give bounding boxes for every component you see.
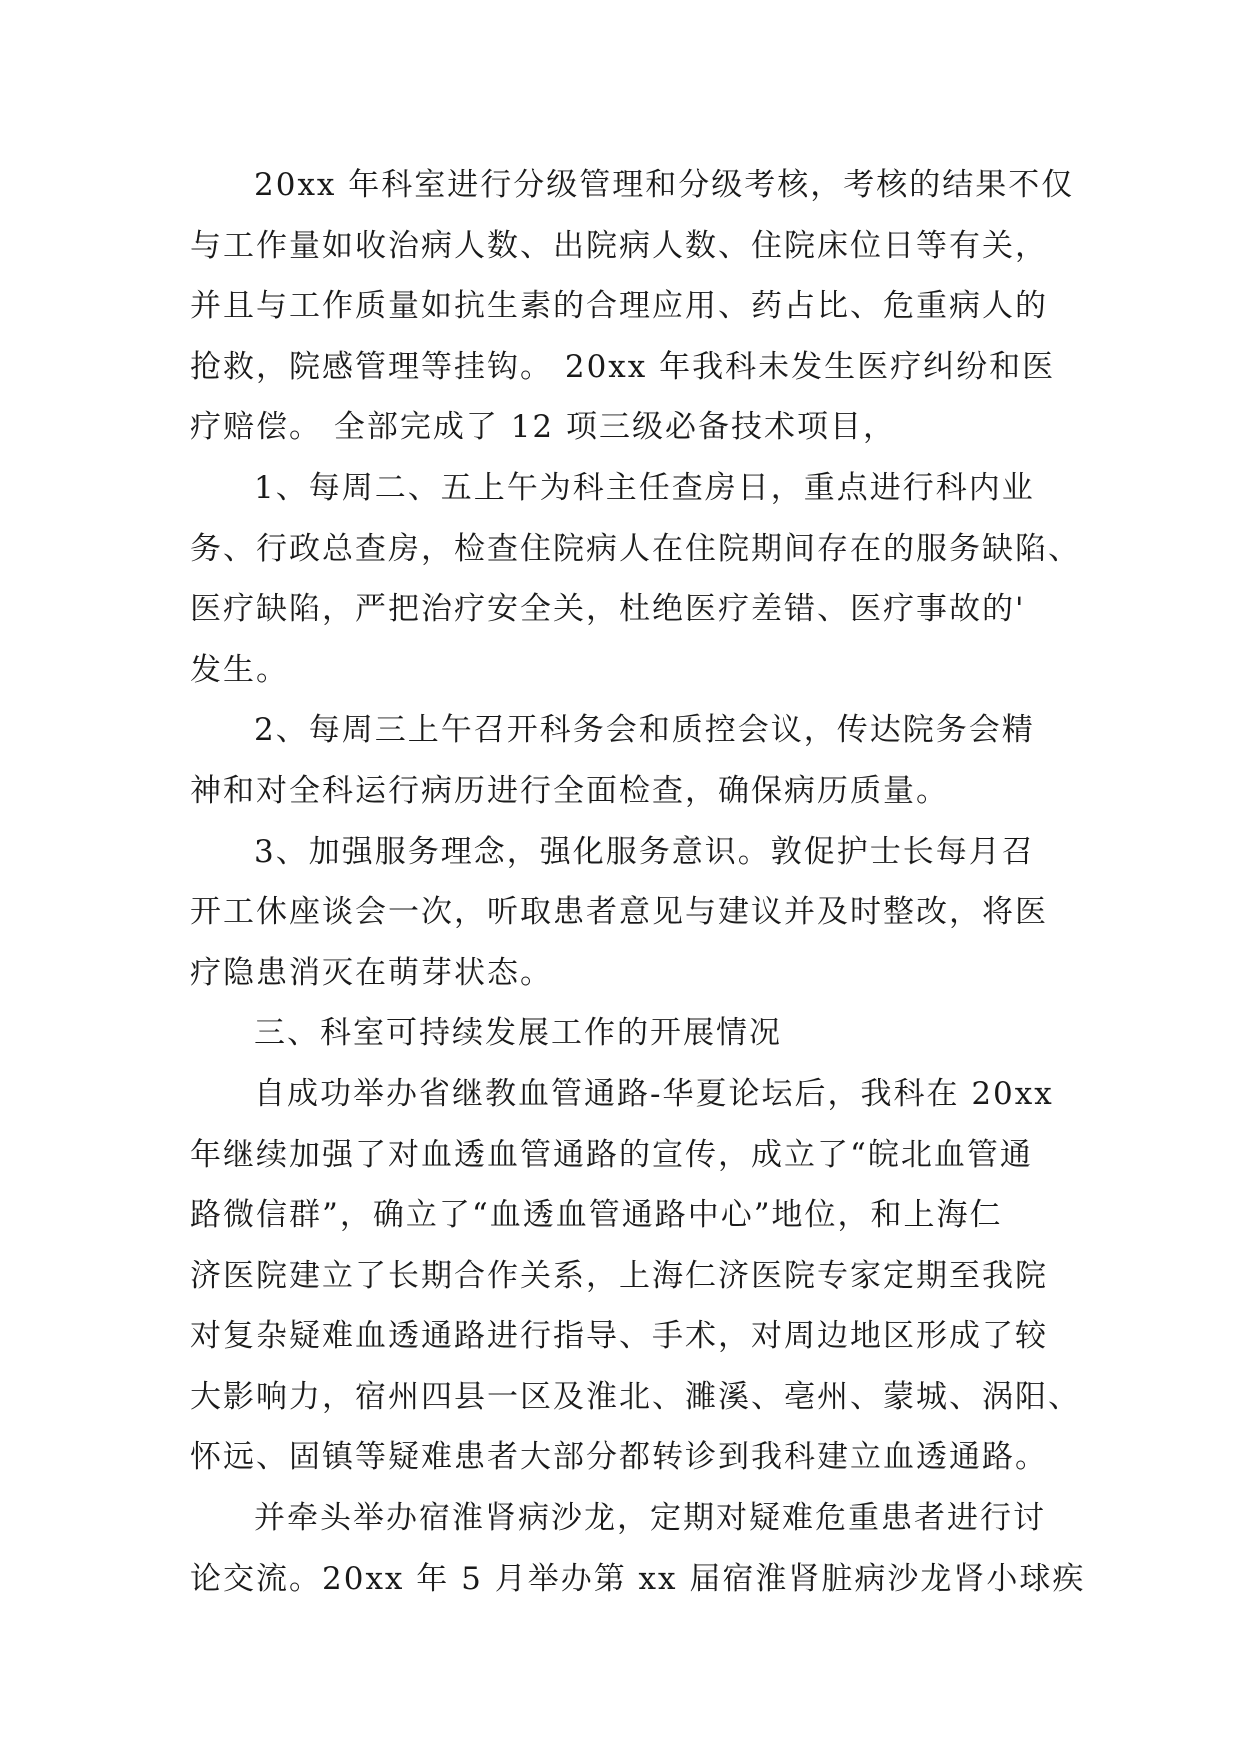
text-line: 大影响力，宿州四县一区及淮北、濉溪、亳州、蒙城、涡阳、	[190, 1378, 1081, 1415]
text-line: 自成功举办省继教血管通路-华夏论坛后，我科在 20xx	[254, 1075, 1054, 1112]
text-line: 论交流。20xx 年 5 月举办第 xx 届宿淮肾脏病沙龙肾小球疾	[190, 1560, 1086, 1597]
text-line: 务、行政总查房，检查住院病人在住院期间存在的服务缺陷、	[190, 530, 1081, 567]
text-line: 3、加强服务理念，强化服务意识。敦促护士长每月召	[254, 833, 1035, 870]
section-heading: 三、科室可持续发展工作的开展情况	[254, 1015, 782, 1052]
text-line: 抢救，院感管理等挂钩。 20xx 年我科未发生医疗纠纷和医	[190, 348, 1056, 385]
text-line: 与工作量如收治病人数、出院病人数、住院床位日等有关，	[190, 227, 1048, 264]
text-line: 并且与工作质量如抗生素的合理应用、药占比、危重病人的	[190, 288, 1048, 325]
text-line: 医疗缺陷，严把治疗安全关，杜绝医疗差错、医疗事故的'	[190, 591, 1026, 628]
text-line: 济医院建立了长期合作关系，上海仁济医院专家定期至我院	[190, 1257, 1048, 1294]
text-line: 疗赔偿。 全部完成了 12 项三级必备技术项目，	[190, 409, 897, 446]
text-line: 怀远、固镇等疑难患者大部分都转诊到我科建立血透通路。	[190, 1439, 1048, 1476]
text-line: 2、每周三上午召开科务会和质控会议，传达院务会精	[254, 712, 1035, 749]
text-line: 年继续加强了对血透血管通路的宣传，成立了“皖北血管通	[190, 1136, 1033, 1173]
text-line: 对复杂疑难血透通路进行指导、手术，对周边地区形成了较	[190, 1318, 1048, 1355]
text-line: 20xx 年科室进行分级管理和分级考核，考核的结果不仅	[254, 167, 1075, 203]
document-body	[190, 155, 1086, 1609]
text-line: 路微信群”，确立了“血透血管通路中心”地位，和上海仁	[190, 1197, 1003, 1234]
text-line: 1、每周二、五上午为科主任查房日，重点进行科内业	[254, 469, 1035, 506]
text-line: 疗隐患消灭在萌芽状态。	[190, 954, 553, 991]
text-line: 发生。	[190, 651, 289, 688]
text-line: 神和对全科运行病历进行全面检查，确保病历质量。	[190, 772, 949, 809]
text-line: 并牵头举办宿淮肾病沙龙，定期对疑难危重患者进行讨	[254, 1500, 1046, 1537]
text-line: 开工休座谈会一次，听取患者意见与建议并及时整改，将医	[190, 894, 1048, 931]
